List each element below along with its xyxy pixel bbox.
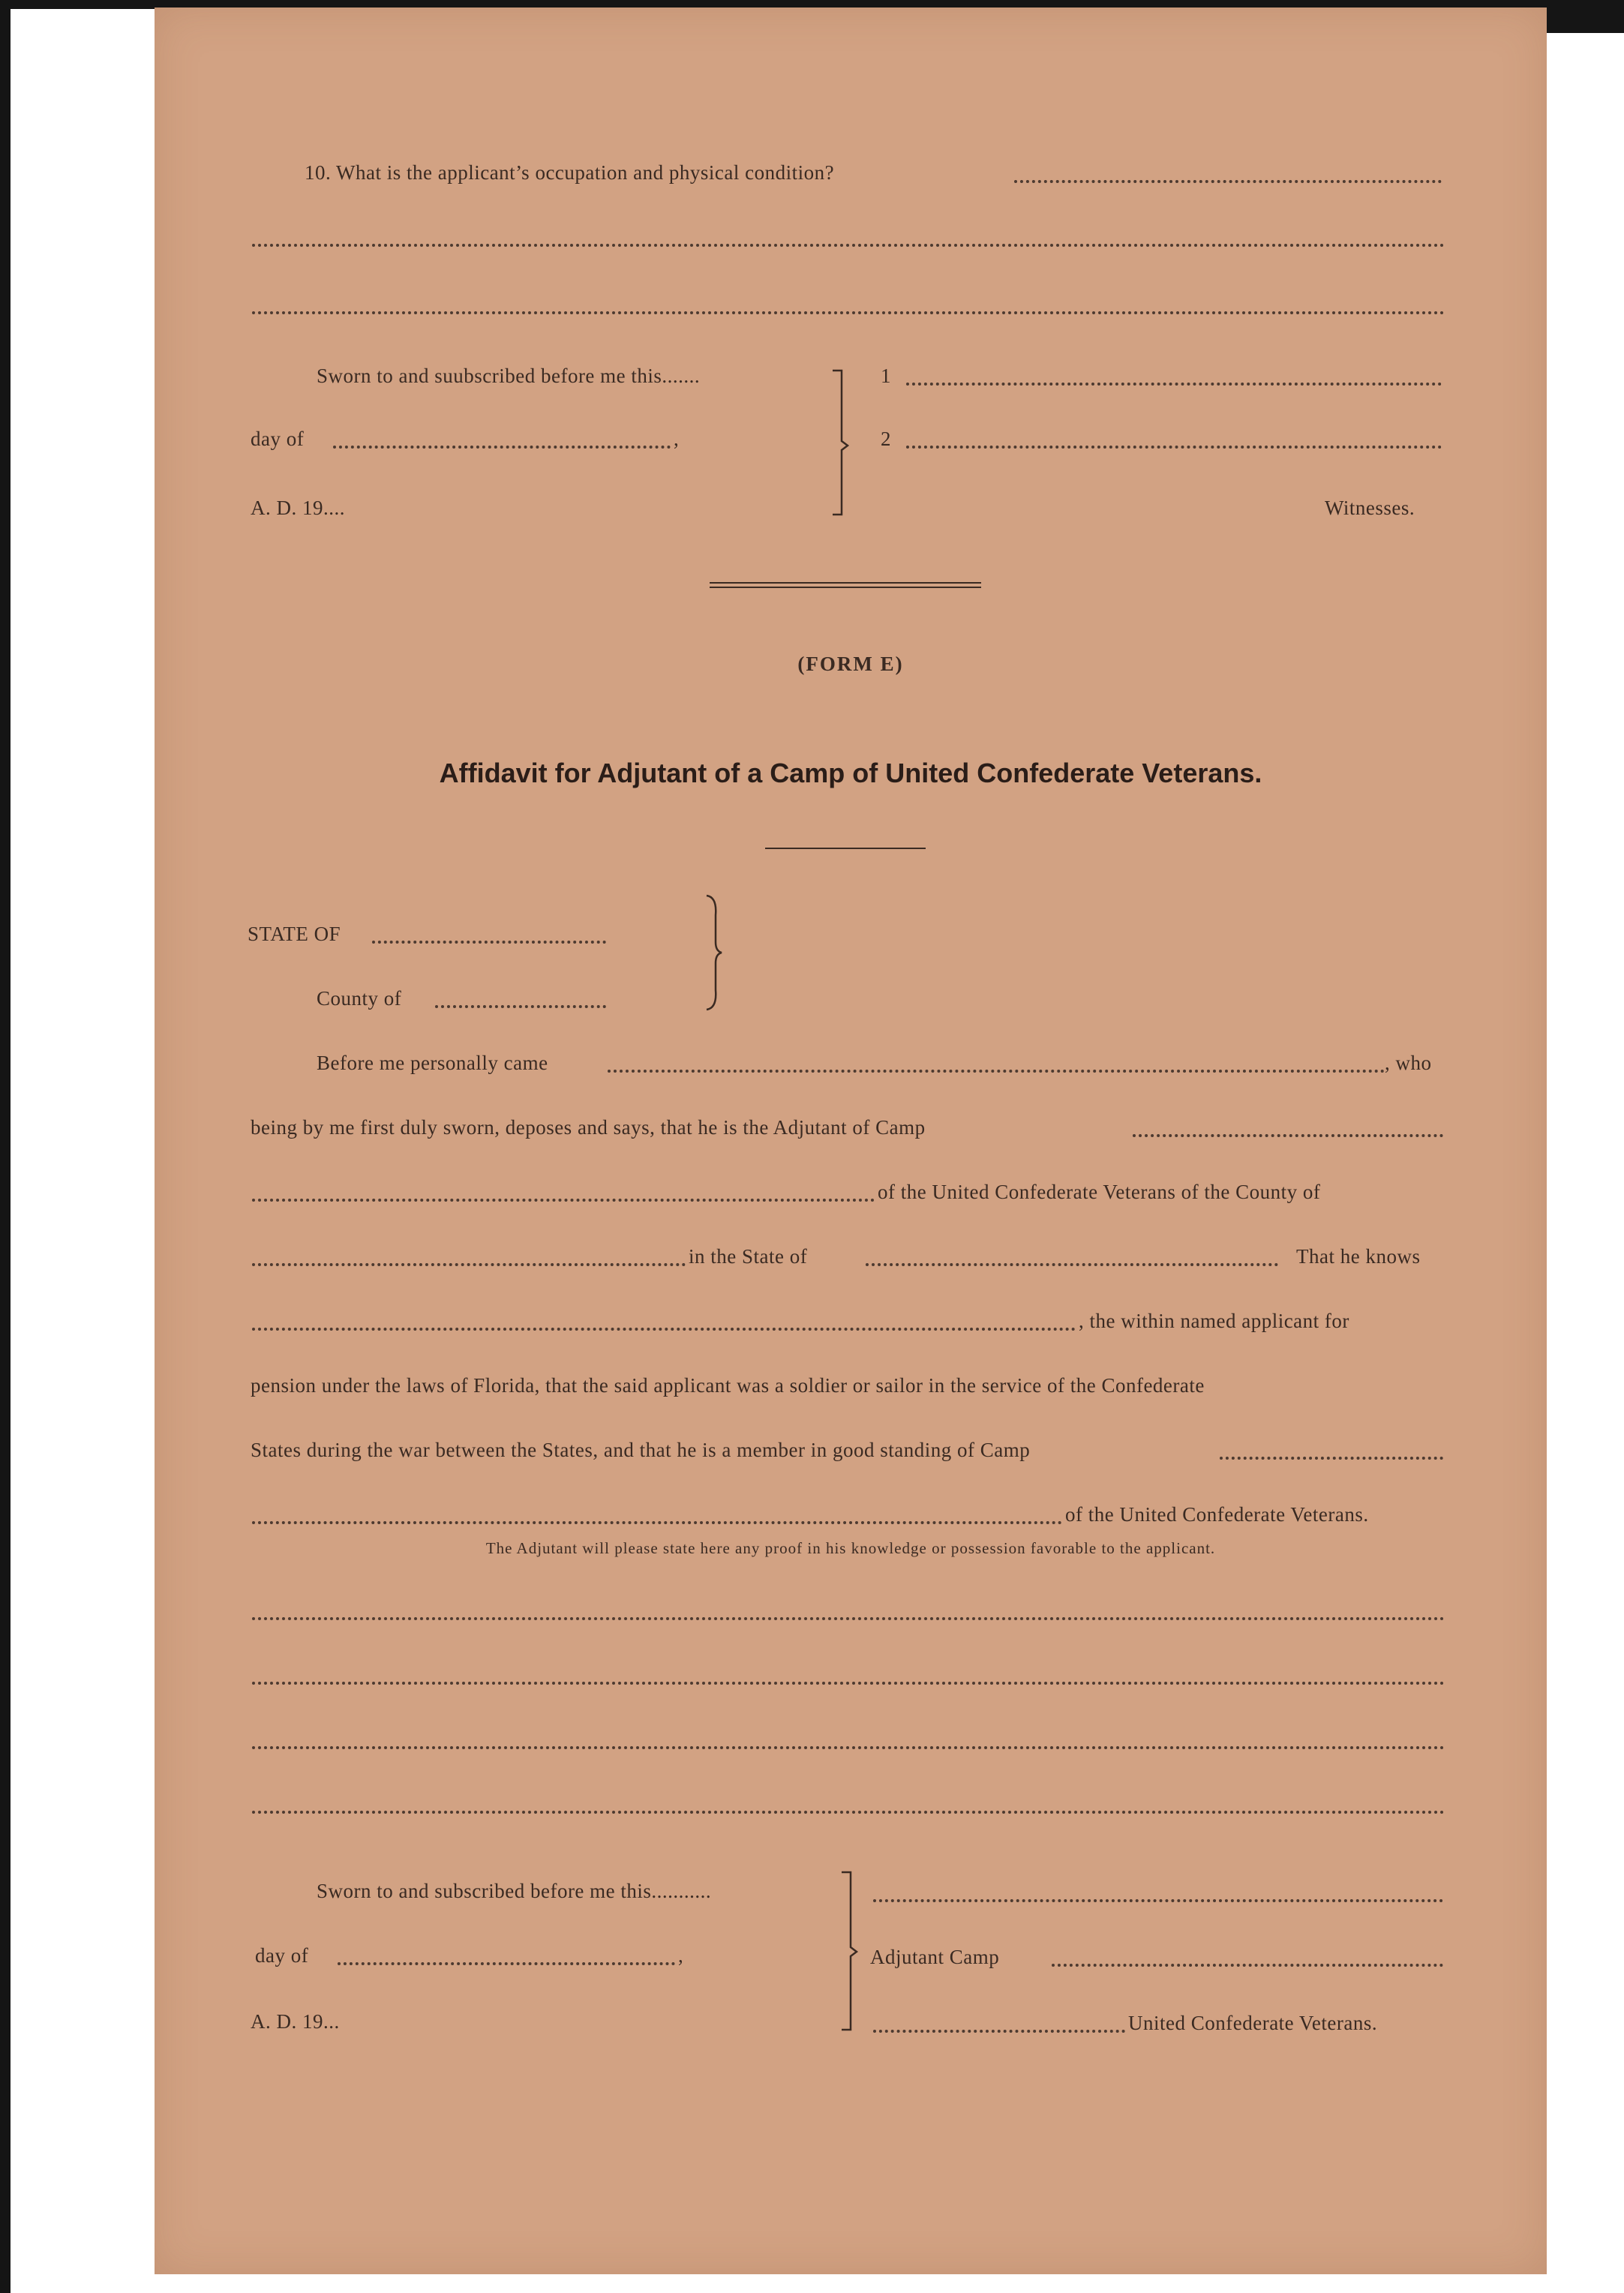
question-10-text: 10. What is the applicant’s occupation and physical condition?	[305, 161, 835, 184]
section-divider-1	[710, 582, 981, 584]
document-page	[155, 8, 1547, 2274]
p4-mid: in the State of	[689, 1245, 808, 1268]
county-of-label: County of	[317, 987, 402, 1010]
p2-start: being by me first duly sworn, deposes and says, that he is the Adjutant of Camp	[251, 1116, 926, 1139]
sworn-line-top: Sworn to and suubscribed before me this.......	[317, 365, 701, 387]
camp-name-field-2[interactable]	[252, 1199, 875, 1202]
ad-year-bottom: A. D. 19...	[251, 2010, 340, 2033]
adjutant-signature-line[interactable]	[873, 1899, 1443, 1902]
day-of-field-bottom[interactable]	[338, 1962, 675, 1965]
p7-start: States during the war between the States, and that he is a member in good standing of Camp	[251, 1439, 1031, 1461]
p1-end: , who	[1385, 1052, 1432, 1074]
p6-text: pension under the laws of Florida, that the said applicant was a soldier or sailor in the service of the Confederate	[251, 1374, 1205, 1397]
adjutant-camp-field[interactable]	[1052, 1964, 1443, 1967]
p5-end: , the within named applicant for	[1079, 1310, 1349, 1332]
witness-1-number: 1	[881, 365, 891, 387]
camp-name-field-1[interactable]	[1133, 1134, 1443, 1137]
sworn-line-bottom: Sworn to and subscribed before me this...........	[317, 1880, 712, 1902]
member-camp-field-2[interactable]	[252, 1521, 1062, 1524]
day-of-comma-top: ,	[674, 428, 680, 450]
day-of-comma-bottom: ,	[678, 1944, 684, 1967]
member-camp-field-1[interactable]	[1220, 1457, 1443, 1460]
p4-end: That he knows	[1296, 1245, 1421, 1268]
state-county-brace	[702, 893, 725, 1013]
form-label: (FORM E)	[797, 653, 904, 675]
p3-end: of the United Confederate Veterans of the County of	[878, 1181, 1321, 1203]
ad-year-top: A. D. 19....	[251, 497, 345, 519]
form-title: Affidavit for Adjutant of a Camp of United Confederate Veterans.	[439, 758, 1262, 788]
state-of-label: STATE OF	[248, 923, 341, 945]
bracket-bottom	[839, 1869, 861, 2034]
bracket-top	[830, 368, 852, 518]
ucv-label: United Confederate Veterans.	[1128, 2012, 1378, 2034]
county-of-field[interactable]	[435, 1005, 606, 1008]
question-10-answer-line-2[interactable]	[252, 244, 1445, 247]
day-of-label-bottom: day of	[255, 1944, 309, 1967]
proof-line-4[interactable]	[252, 1811, 1445, 1814]
affiant-name-field[interactable]	[608, 1070, 1385, 1073]
question-10-answer-line-1[interactable]	[1014, 180, 1442, 183]
p8-end: of the United Confederate Veterans.	[1065, 1503, 1369, 1526]
scan-border-top-right	[1545, 0, 1624, 33]
state-of-field[interactable]	[372, 941, 606, 944]
title-underline	[765, 848, 926, 849]
adjutant-camp-label: Adjutant Camp	[870, 1946, 1000, 1968]
witnesses-label: Witnesses.	[1325, 497, 1415, 519]
witness-2-number: 2	[881, 428, 891, 450]
scan-border-left	[0, 0, 11, 2293]
section-divider-2	[710, 587, 981, 588]
state-field[interactable]	[866, 1263, 1278, 1266]
ucv-camp-field[interactable]	[873, 2030, 1125, 2033]
county-field[interactable]	[252, 1263, 686, 1266]
proof-instructions: The Adjutant will please state here any proof in his knowledge or possession favorable to the applicant.	[485, 1539, 1216, 1557]
proof-line-1[interactable]	[252, 1617, 1445, 1620]
day-of-field-top[interactable]	[333, 446, 671, 449]
proof-line-2[interactable]	[252, 1682, 1445, 1685]
witness-1-line[interactable]	[906, 383, 1442, 386]
proof-line-3[interactable]	[252, 1746, 1445, 1749]
witness-2-line[interactable]	[906, 446, 1442, 449]
question-10-answer-line-3[interactable]	[252, 311, 1445, 314]
applicant-name-field[interactable]	[252, 1328, 1076, 1331]
p1-start: Before me personally came	[317, 1052, 548, 1074]
day-of-label-top: day of	[251, 428, 305, 450]
